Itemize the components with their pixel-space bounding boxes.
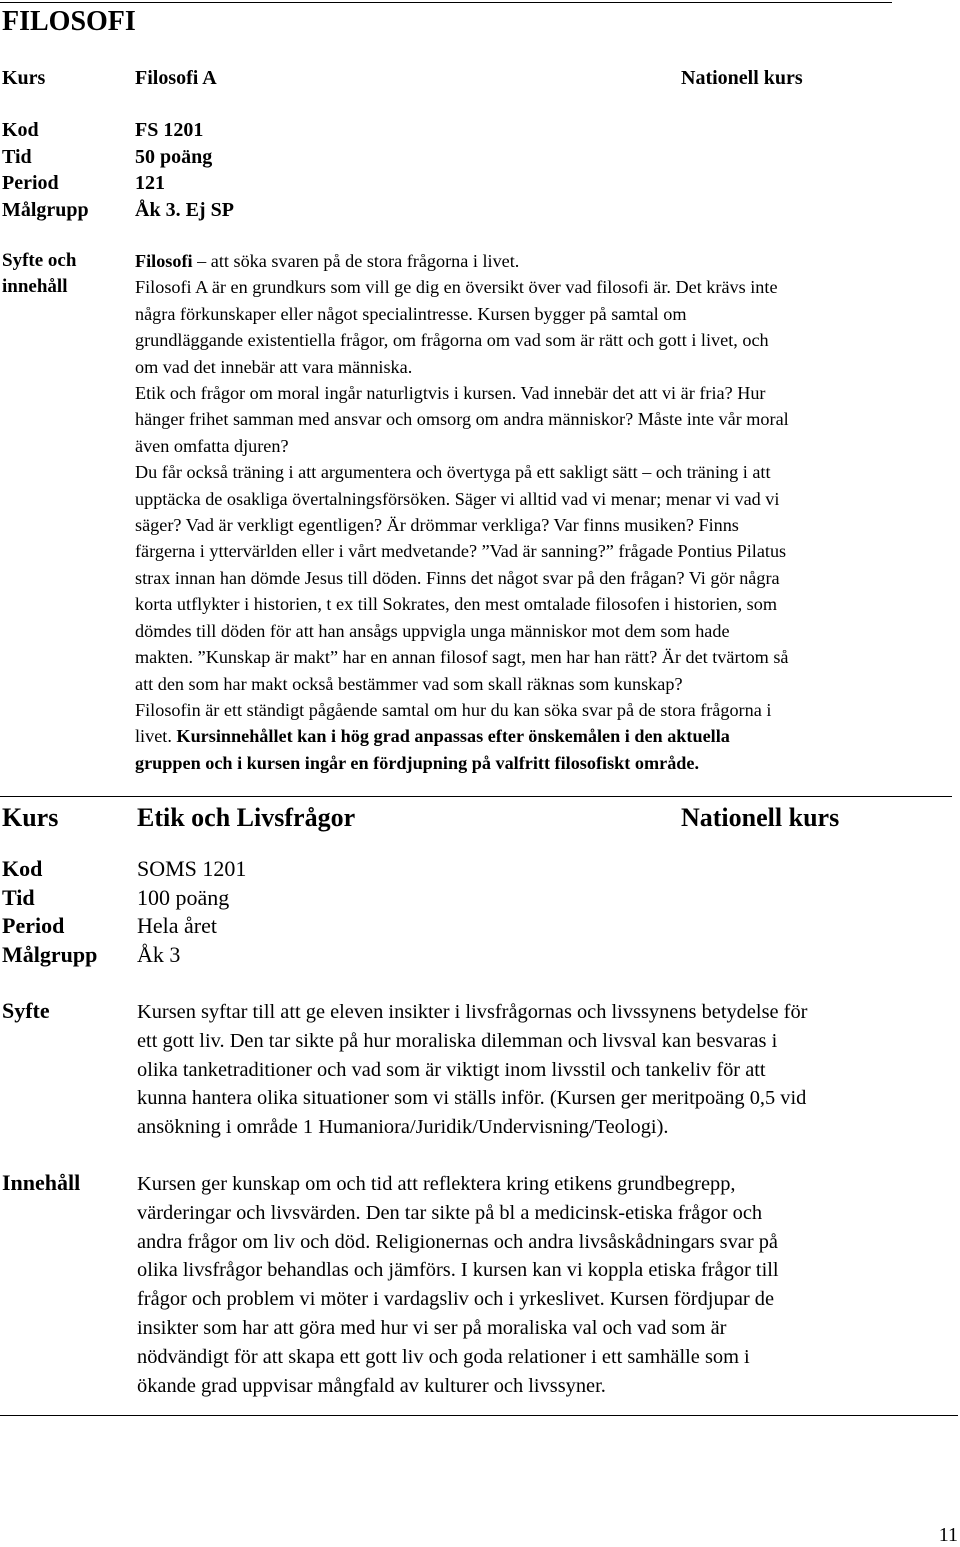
intro-rest: – att söka svaren på de stora frågorna i livet. (192, 251, 520, 271)
body-line: frågor och problem vi möter i vardagsliv och i yrkeslivet. Kursen fördjupar de (137, 1288, 775, 1311)
course1-syfte-label (2, 248, 76, 300)
meta-value: Åk 3. Ej SP (135, 198, 234, 221)
course1-type: Nationell kurs (681, 67, 803, 89)
body-line: grundläggande existentiella frågor, om frågorna om vad som är rätt och gott i livet, och (135, 330, 769, 351)
meta-value: 100 poäng (137, 884, 230, 910)
meta-value: 50 poäng (135, 145, 213, 168)
intro-bold: Filosofi (135, 251, 193, 271)
top-rule (0, 2, 892, 3)
section-title: FILOSOFI (2, 6, 136, 37)
final-bold-line: gruppen och i kursen ingår en fördjupning på valfritt filosofiskt område. (135, 752, 700, 773)
body-line-last (135, 723, 789, 749)
meta-row-period (2, 170, 402, 197)
body-line: Kursen ger kunskap om och tid att reflektera kring etikens grundbegrepp, (137, 1173, 736, 1195)
body-line: dömdes till döden för att han ansågs uppvigla unga människor mot dem som hade (135, 620, 730, 641)
body-line: andra frågor om liv och död. Religionernas och andra livsåskådningars svar på (137, 1230, 778, 1253)
course2-syfte-label: Syfte (2, 998, 50, 1023)
body-line: makten. ”Kunskap är makt” har en annan filosof sagt, men har han rätt? Är det tvärtom så (135, 647, 789, 668)
body-line: insikter som har att göra med hur vi ser på moraliska val och vad som är (137, 1316, 727, 1339)
meta-key: Målgrupp (2, 942, 98, 968)
meta-key: Kod (2, 119, 39, 141)
meta-key: Period (2, 172, 59, 194)
body-line: Filosofi A är en grundkurs som vill ge dig en översikt över vad filosofi är. Det krävs inte (135, 277, 778, 298)
body-line: Filosofin är ett ständigt pågående samtal om hur du kan söka svar på de stora frågorna i (135, 699, 772, 720)
meta-row-kod (2, 117, 402, 144)
body-line: nödvändigt för att skapa ett gott liv och goda relationer i ett samhälle som i (137, 1345, 750, 1368)
bottom-rule (0, 1415, 958, 1416)
intro-line (135, 248, 789, 274)
page-number: 11 (938, 1524, 958, 1546)
meta-row-malgrupp (2, 197, 402, 224)
body-line: värderingar och livsvärden. Den tar sikte på bl a medicinsk-etiska frågor och (137, 1201, 763, 1224)
course1-body (135, 248, 789, 776)
last-line-plain: livet. (135, 726, 177, 747)
course2-type: Nationell kurs (681, 803, 840, 832)
body-line: även omfatta djuren? (135, 435, 289, 456)
meta-key: Period (2, 913, 65, 939)
meta-value: SOMS 1201 (137, 856, 247, 881)
body-line: ökande grad uppvisar mångfald av kulturer och livssyner. (137, 1374, 606, 1397)
body-line: att den som har makt också bestämmer vad som skall räknas som kunskap? (135, 673, 683, 694)
body-line: upptäcka de osakliga övertalningsförsöken. Säger vi alltid vad vi menar; menar vi vad vi (135, 488, 780, 509)
body-line: några förkunskaper eller något specialintresse. Kursen bygger på samtal om (135, 303, 687, 324)
meta-row-tid (2, 884, 402, 913)
course2-kurs-label: Kurs (2, 803, 59, 832)
body-line: säger? Vad är verkligt egentligen? Är drömmar verkliga? Var finns musiken? Finns (135, 515, 739, 536)
meta-row-period (2, 912, 402, 941)
course2-name: Etik och Livsfrågor (137, 803, 356, 832)
body-line: Du får också träning i att argumentera och övertyga på ett sakligt sätt – och träning i att (135, 462, 771, 483)
course2-innehall-text (137, 1170, 779, 1400)
course1-kurs-label: Kurs (2, 67, 46, 89)
last-line-bold: Kursinnehållet kan i hög grad anpassas efter önskemålen i den aktuella (176, 726, 730, 747)
body-line: olika tanketraditioner och vad som är viktigt inom livsstil och tankeliv för att (137, 1058, 766, 1081)
body-line: korta utflykter i historien, t ex till Sokrates, den mest omtalade filosofen i historien, som (135, 594, 777, 615)
meta-value: FS 1201 (135, 119, 204, 141)
meta-key: Kod (2, 856, 43, 881)
body-line: ansökning i område 1 Humaniora/Juridik/Undervisning/Teologi). (137, 1116, 669, 1139)
course1-name: Filosofi A (135, 67, 217, 89)
meta-key: Tid (2, 145, 32, 168)
meta-key: Tid (2, 884, 35, 910)
body-line: strax innan han dömde Jesus till döden. Finns det något svar på den frågan? Vi gör några (135, 567, 780, 588)
course1-meta (2, 117, 402, 223)
body-line: olika livsfrågor behandlas och jämförs. I kursen kan vi koppla etiska frågor till (137, 1259, 779, 1282)
course2-innehall-label: Innehåll (2, 1170, 81, 1195)
course2-syfte-text (137, 998, 807, 1142)
body-line: Etik och frågor om moral ingår naturligtvis i kursen. Vad innebär det att vi är fria? Hur (135, 383, 766, 404)
body-line: färgerna i yttervärlden eller i vårt medvetande? ”Vad är sanning?” frågade Pontius Pilatus (135, 541, 787, 562)
meta-value: Åk 3 (137, 942, 181, 968)
body-line: Kursen syftar till att ge eleven insikter i livsfrågornas och livssynens betydelse för (137, 1001, 808, 1023)
label-line: Syfte och (2, 250, 77, 271)
body-line: ett gott liv. Den tar sikte på hur moraliska dilemman och livsval kan besvaras i (137, 1029, 778, 1052)
meta-row-malgrupp (2, 941, 402, 970)
label-line: innehåll (2, 276, 68, 297)
body-line: hänger frihet samman med ansvar och omsorg om andra människor? Måste inte vår moral (135, 409, 789, 430)
meta-value: Hela året (137, 913, 217, 939)
body-line: om vad det innebär att vara människa. (135, 356, 413, 377)
meta-row-kod (2, 855, 402, 884)
body-line: kunna hantera olika situationer som vi ställs inför. (Kursen ger meritpoäng 0,5 vid (137, 1087, 807, 1110)
meta-row-tid (2, 144, 402, 171)
course2-meta (2, 855, 402, 970)
middle-rule (0, 796, 952, 797)
meta-key: Målgrupp (2, 198, 89, 221)
meta-value: 121 (135, 172, 165, 194)
